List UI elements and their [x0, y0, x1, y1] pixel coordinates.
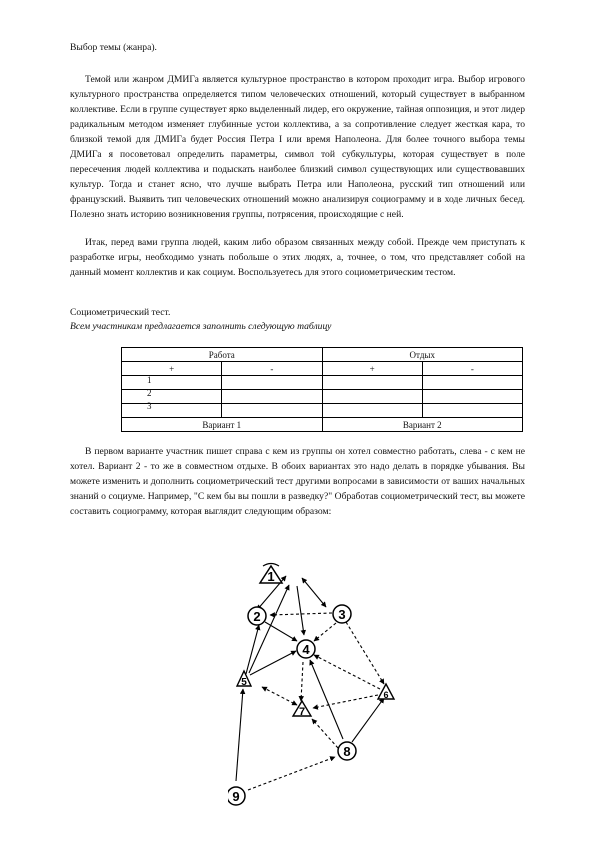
edge-9-5 — [236, 689, 243, 781]
table-row — [122, 390, 523, 404]
footer-variant-2: Вариант 2 — [322, 418, 523, 432]
node-label: 3 — [338, 607, 346, 622]
edge-2-4 — [265, 622, 297, 641]
table-row — [122, 404, 523, 418]
table-header-row — [122, 348, 523, 362]
edge-3-6 — [346, 622, 384, 684]
section-heading: Выбор темы (жанра). — [70, 42, 157, 53]
node-label: 7 — [298, 706, 306, 718]
table-cell — [422, 376, 522, 390]
table-cell — [222, 404, 322, 418]
node-label: 5 — [241, 677, 247, 688]
table-cell — [122, 376, 222, 390]
header-work: Работа — [122, 348, 323, 362]
edge-6-7 — [313, 695, 378, 708]
edge-6-4 — [314, 655, 380, 689]
row-mark: 1 — [147, 375, 152, 385]
sociometric-table — [121, 347, 523, 432]
paragraph-intro: Итак, перед вами группа людей, каким либо образом связанных между собой. Прежде чем приступать к разработке игры, необходимо узнать побольше о этих людях, а, точнее, о том, что представляет собой на данный момент коллектив и как социум. Воспользуетесь для этого социометрическим тестом. — [70, 237, 525, 278]
table-cell — [222, 390, 322, 404]
edge-3-4 — [314, 623, 336, 641]
table-cell — [222, 376, 322, 390]
edge-5-2 — [246, 625, 259, 674]
sociogram-nodes — [228, 564, 394, 806]
header-rest: Отдых — [322, 348, 523, 362]
table-cell — [322, 390, 422, 404]
edge-5-7 — [262, 687, 297, 705]
node-label: 9 — [232, 789, 240, 804]
edge-5-1 — [249, 585, 289, 673]
sociogram-node-2 — [248, 607, 266, 625]
table-cell — [322, 404, 422, 418]
node-label: 4 — [302, 642, 310, 657]
sociogram-node-6 — [378, 684, 394, 700]
sociogram — [228, 556, 428, 816]
node-label: 2 — [253, 609, 261, 624]
sociogram-node-7 — [293, 701, 311, 718]
edge-8-7 — [312, 719, 338, 748]
table-cell — [322, 376, 422, 390]
paragraph-theme: Темой или жанром ДМИГа является культурное пространство в котором проходит игра. Выбор игрового культурного пространства определяется типом человеческих отношений, который существует в выбранном коллективе. Если в группе существует ярко выделенный лидер, его окружение, тайная оппозиция, и этот лидер радикальным методом изменяет глубинные устои коллектива, а за сопротивление следует жесткая кара, то близкой темой для ДМИГа будет Россия Петра I или время Наполеона. Для более точного выбора темы ДМИГа я посоветовал определить параметры, символ той субкультуры, которая существует в поле пересечения людей коллектива и подыскать наиболее близкий символ существующих или существовавших культур. Тогда и станет ясно, что лучше выбрать Петра или Наполеона, русский тип отношений или французский. Выявить тип человеческих отношений можно анализируя социограмму и в ходе личных бесед. Полезно знать историю возникновения группы, потрясения, происходящие с ней. — [70, 74, 525, 220]
edge-1-3 — [302, 578, 326, 607]
sociogram-node-1 — [260, 564, 282, 585]
table-footer-row — [122, 418, 523, 432]
edge-8-4 — [310, 660, 343, 739]
edge-1-4 — [297, 586, 304, 635]
edge-9-8 — [248, 757, 335, 790]
sign-cell: - — [222, 362, 322, 376]
node-label: 1 — [267, 569, 275, 584]
sociogram-node-8 — [338, 742, 356, 760]
sociogram-node-3 — [333, 605, 351, 623]
row-mark: 3 — [147, 401, 152, 411]
sign-cell: + — [122, 362, 222, 376]
table-cell — [122, 401, 222, 418]
table-cell — [422, 404, 522, 418]
table-signs-row — [122, 362, 523, 376]
sociogram-node-4 — [297, 640, 315, 658]
row-mark: 2 — [147, 388, 152, 398]
paragraph-explanation: В первом варианте участник пишет справа с кем из группы он хотел совместно работать, слева - с кем не хотел. Вариант 2 - то же в совместном отдыхе. В обоих вариантах это надо делать в порядке убывания. Вы можете изменить и дополнить социометрический тест другими вопросами в зависимости от ваших начальных знаний о социуме. Например, "С кем бы вы пошли в разведку?" Обработав социометрический тест, вы можете составить социограмму, которая выглядит следующим образом: — [70, 446, 525, 517]
table-row — [122, 376, 523, 390]
table-cell — [422, 390, 522, 404]
edge-4-7 — [301, 662, 303, 701]
footer-variant-1: Вариант 1 — [122, 418, 323, 432]
sociogram-node-5 — [237, 671, 251, 688]
sociogram-node-9 — [228, 787, 245, 805]
table-cell — [122, 390, 222, 404]
sign-cell: - — [422, 362, 522, 376]
edge-8-6 — [352, 698, 384, 742]
sign-cell: + — [322, 362, 422, 376]
node-label: 6 — [383, 690, 389, 700]
test-title: Социометрический тест. — [70, 307, 171, 318]
test-instruction: Всем участникам предлагается заполнить следующую таблицу — [70, 321, 332, 332]
node-label: 8 — [343, 744, 351, 759]
